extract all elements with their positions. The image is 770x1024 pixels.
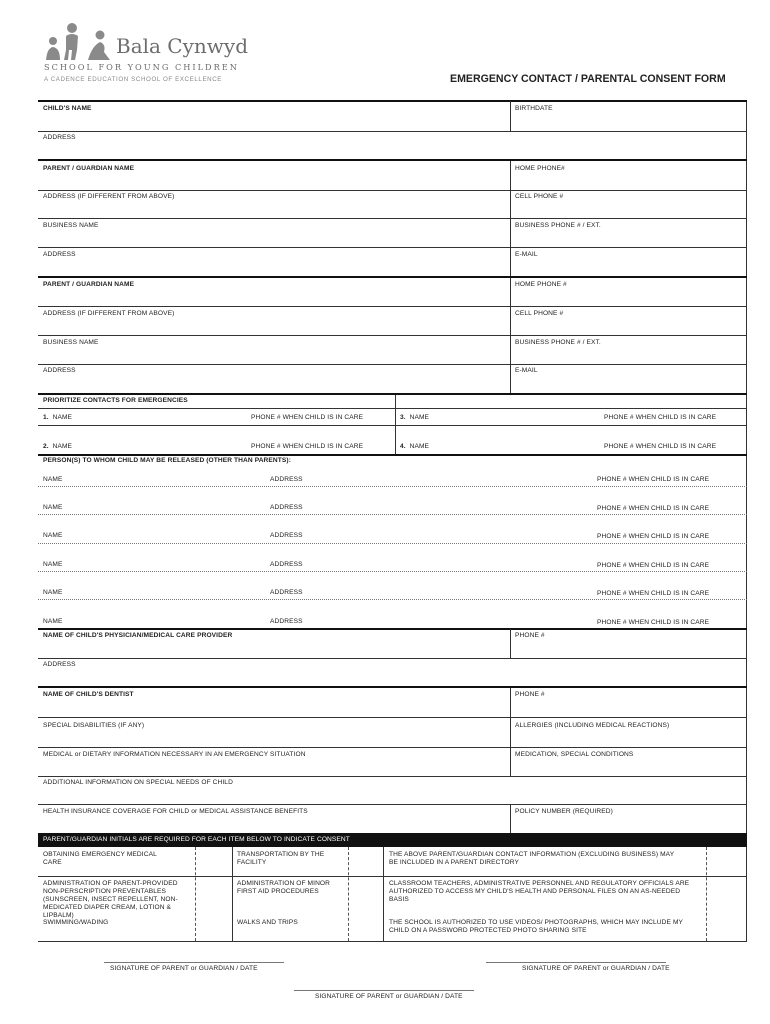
divider [38, 276, 747, 278]
allergies-field[interactable]: ALLERGIES (INCLUDING MEDICAL REACTIONS) [515, 722, 670, 729]
contact-1-name-field[interactable] [43, 414, 72, 422]
divider [38, 804, 747, 805]
consent-classroom-access[interactable]: CLASSROOM TEACHERS, ADMINISTRATIVE PERSONNEL AND REGULATORY OFFICIALS ARE AUTHORIZED TO ACCESS MY CHILD'S HEALTH AND PERSONAL FILES ON AN AS-NEEDED BASIS [389, 880, 690, 903]
divider [38, 717, 747, 718]
physician-field[interactable]: NAME OF CHILD'S PHYSICIAN/MEDICAL CARE PROVIDER [43, 632, 233, 639]
release-2-phone-field[interactable]: PHONE # WHEN CHILD IS IN CARE [597, 505, 710, 512]
physician-phone-field[interactable]: PHONE # [515, 632, 545, 639]
release-1-address-field[interactable]: ADDRESS [270, 476, 303, 483]
consent-emergency-care[interactable]: OBTAINING EMERGENCY MEDICAL CARE [43, 851, 157, 866]
parent1-name-field[interactable]: PARENT / GUARDIAN NAME [43, 165, 135, 172]
consent-banner-text: PARENT/GUARDIAN INITIALS ARE REQUIRED FOR EACH ITEM BELOW TO INDICATE CONSENT [43, 836, 350, 843]
divider [38, 190, 747, 191]
signature-line-3[interactable] [294, 990, 474, 991]
school-logo [42, 20, 249, 86]
contact-3-phone-field[interactable]: PHONE # WHEN CHILD IS IN CARE [604, 414, 717, 421]
birthdate-field[interactable]: BIRTHDATE [515, 105, 553, 112]
divider [38, 686, 747, 688]
divider [38, 306, 747, 307]
contact-1-name-label: NAME [52, 414, 73, 421]
contact-2-name-label: NAME [52, 443, 73, 450]
parent1-address-field[interactable]: ADDRESS [43, 251, 76, 258]
contact-2-phone-field[interactable]: PHONE # WHEN CHILD IS IN CARE [251, 443, 364, 450]
medication-field[interactable]: MEDICATION, SPECIAL CONDITIONS [515, 751, 634, 758]
release-5-name-field[interactable]: NAME [43, 589, 63, 596]
parent2-address-diff-field[interactable]: ADDRESS (IF DIFFERENT FROM ABOVE) [43, 310, 175, 317]
parent1-business-phone-field[interactable]: BUSINESS PHONE # / EXT. [515, 222, 601, 229]
release-6-name-field[interactable]: NAME [43, 618, 63, 625]
divider [38, 131, 747, 132]
release-4-address-field[interactable]: ADDRESS [270, 561, 303, 568]
contact-3-number: 3. [400, 414, 406, 421]
form-top-border [38, 100, 747, 102]
disabilities-field[interactable]: SPECIAL DISABILITIES (IF ANY) [43, 722, 145, 729]
initials-box-line [706, 847, 707, 941]
signature-3-label: SIGNATURE OF PARENT or GUARDIAN / DATE [315, 993, 463, 1000]
signature-line-1[interactable] [104, 962, 284, 963]
divider [510, 688, 511, 717]
contact-4-number: 4. [400, 443, 406, 450]
contact-4-name-label: NAME [409, 443, 430, 450]
parent2-home-phone-field[interactable]: HOME PHONE # [515, 281, 567, 288]
divider [38, 628, 747, 630]
divider [38, 454, 747, 456]
release-5-address-field[interactable]: ADDRESS [270, 589, 303, 596]
divider [38, 747, 747, 748]
parent2-name-field[interactable]: PARENT / GUARDIAN NAME [43, 281, 135, 288]
parent1-home-phone-field[interactable]: HOME PHONE# [515, 165, 565, 172]
insurance-field[interactable]: HEALTH INSURANCE COVERAGE FOR CHILD or MEDICAL ASSISTANCE BENEFITS [43, 808, 308, 815]
consent-walks-trips[interactable]: WALKS AND TRIPS [237, 919, 298, 926]
divider [38, 941, 747, 942]
release-6-address-field[interactable]: ADDRESS [270, 618, 303, 625]
brand-name: Bala Cynwyd [116, 34, 249, 58]
divider [38, 486, 747, 487]
divider [510, 805, 511, 833]
physician-address-field[interactable]: ADDRESS [43, 661, 76, 668]
parent2-address-field[interactable]: ADDRESS [43, 367, 76, 374]
contact-4-phone-field[interactable]: PHONE # WHEN CHILD IS IN CARE [604, 443, 717, 450]
release-heading: PERSON(S) TO WHOM CHILD MAY BE RELEASED (OTHER THAN PARENTS): [43, 457, 291, 464]
dentist-phone-field[interactable]: PHONE # [515, 691, 545, 698]
release-4-name-field[interactable]: NAME [43, 561, 63, 568]
parent1-business-name-field[interactable]: BUSINESS NAME [43, 222, 99, 229]
release-3-address-field[interactable]: ADDRESS [270, 532, 303, 539]
release-1-phone-field[interactable]: PHONE # WHEN CHILD IS IN CARE [597, 476, 710, 483]
children-silhouette-icon [42, 20, 114, 62]
consent-parent-provided[interactable]: ADMINISTRATION OF PARENT-PROVIDED NON-PERSCRIPTION PREVENTABLES (SUNSCREEN, INSECT REPELLENT, NON-MEDICATED DIAPER CREAM, LOTION & LIPBALM) [43, 880, 178, 919]
parent2-email-field[interactable]: E-MAIL [515, 367, 538, 374]
consent-photo-video[interactable]: THE SCHOOL IS AUTHORIZED TO USE VIDEOS/ PHOTOGRAPHS, WHICH MAY INCLUDE MY CHILD ON A PASSWORD PROTECTED PHOTO SHARING SITE [389, 919, 683, 934]
consent-parent-directory[interactable]: THE ABOVE PARENT/GUARDIAN CONTACT INFORMATION (EXCLUDING BUSINESS) MAY BE INCLUDED IN A PARENT DIRECTORY [389, 851, 675, 866]
contact-4-name-field[interactable] [400, 443, 429, 451]
divider [383, 847, 384, 941]
divider [38, 218, 747, 219]
divider [38, 599, 747, 600]
divider [38, 876, 747, 877]
release-3-phone-field[interactable]: PHONE # WHEN CHILD IS IN CARE [597, 533, 710, 540]
divider [38, 776, 747, 777]
release-2-name-field[interactable]: NAME [43, 504, 63, 511]
child-address-field[interactable]: ADDRESS [43, 134, 76, 141]
consent-swimming[interactable]: SWIMMING/WADING [43, 919, 109, 926]
divider [38, 425, 747, 426]
release-6-phone-field[interactable]: PHONE # WHEN CHILD IS IN CARE [597, 619, 710, 626]
initials-box-line [348, 847, 349, 941]
parent1-cell-phone-field[interactable]: CELL PHONE # [515, 193, 564, 200]
divider [38, 364, 747, 365]
policy-number-field[interactable]: POLICY NUMBER (REQUIRED) [515, 808, 613, 815]
brand-subtitle: SCHOOL FOR YOUNG CHILDREN [44, 62, 239, 72]
dietary-info-field[interactable]: MEDICAL or DIETARY INFORMATION NECESSARY IN AN EMERGENCY SITUATION [43, 751, 306, 758]
parent2-cell-phone-field[interactable]: CELL PHONE # [515, 310, 564, 317]
contact-2-number: 2. [43, 443, 49, 450]
parent2-business-name-field[interactable]: BUSINESS NAME [43, 339, 99, 346]
signature-line-2[interactable] [486, 962, 666, 963]
form-right-border [746, 101, 747, 942]
signature-1-label: SIGNATURE OF PARENT or GUARDIAN / DATE [110, 965, 258, 972]
emergency-contacts-heading: PRIORITIZE CONTACTS FOR EMERGENCIES [43, 397, 188, 404]
divider [38, 571, 747, 572]
divider [38, 408, 747, 409]
consent-transportation[interactable]: TRANSPORTATION BY THE FACILITY [237, 851, 325, 866]
brand-tagline: A CADENCE EDUCATION SCHOOL OF EXCELLENCE [44, 76, 223, 83]
contact-3-name-field[interactable] [400, 414, 429, 422]
initials-box-line [195, 847, 196, 941]
form-title: EMERGENCY CONTACT / PARENTAL CONSENT FORM [450, 73, 726, 85]
contact-1-phone-field[interactable]: PHONE # WHEN CHILD IS IN CARE [251, 414, 364, 421]
dentist-field[interactable]: NAME OF CHILD'S DENTIST [43, 691, 134, 698]
divider [38, 393, 747, 395]
consent-first-aid[interactable]: ADMINISTRATION OF MINOR FIRST AID PROCEDURES [237, 880, 331, 895]
childs-name-field[interactable]: CHILD'S NAME [43, 105, 92, 112]
contact-3-name-label: NAME [409, 414, 430, 421]
divider [38, 159, 747, 161]
parent1-email-field[interactable]: E-MAIL [515, 251, 538, 258]
divider [38, 543, 747, 544]
divider [38, 247, 747, 248]
release-4-phone-field[interactable]: PHONE # WHEN CHILD IS IN CARE [597, 562, 710, 569]
release-2-address-field[interactable]: ADDRESS [270, 504, 303, 511]
release-5-phone-field[interactable]: PHONE # WHEN CHILD IS IN CARE [597, 590, 710, 597]
parent1-address-diff-field[interactable]: ADDRESS (IF DIFFERENT FROM ABOVE) [43, 193, 175, 200]
release-3-name-field[interactable]: NAME [43, 532, 63, 539]
contact-2-name-field[interactable] [43, 443, 72, 451]
divider [510, 101, 511, 131]
release-1-name-field[interactable]: NAME [43, 476, 63, 483]
divider [232, 847, 233, 941]
divider [38, 335, 747, 336]
divider [510, 629, 511, 658]
divider [38, 514, 747, 515]
signature-2-label: SIGNATURE OF PARENT or GUARDIAN / DATE [522, 965, 670, 972]
parent2-business-phone-field[interactable]: BUSINESS PHONE # / EXT. [515, 339, 601, 346]
contact-1-number: 1. [43, 414, 49, 421]
divider [38, 658, 747, 659]
additional-info-field[interactable]: ADDITIONAL INFORMATION ON SPECIAL NEEDS OF CHILD [43, 779, 233, 786]
